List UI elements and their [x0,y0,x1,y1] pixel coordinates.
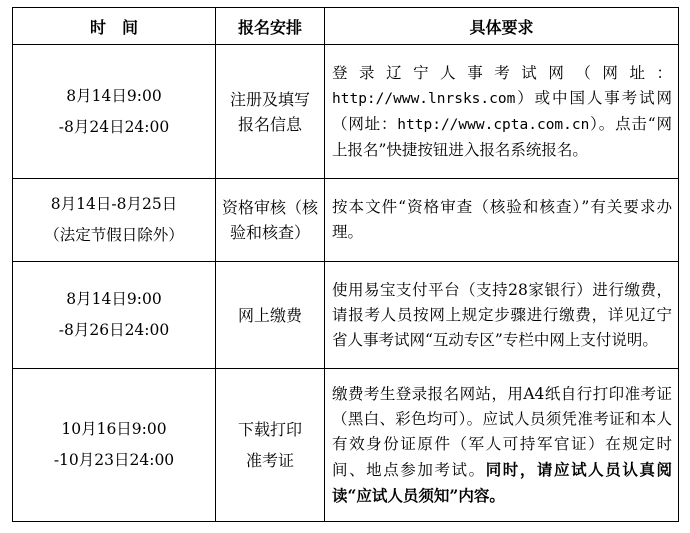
arrangement-text: 下载打印准考证 [237,420,302,470]
table-row [13,369,679,522]
arrangement-text: 注册及填写报名信息 [229,89,310,134]
website-url-cpta: http://www.cpta.com.cn [397,116,590,133]
arrangement-cell [216,262,325,369]
requirement-cell [325,369,679,522]
header-time: 时 间 [13,8,216,45]
time-start: 8月14日9:00 [66,290,162,308]
requirement-text: 登录辽宁人事考试网（网址： [332,63,672,82]
table-row [13,262,679,369]
header-arrangement: 报名安排 [216,8,325,45]
time-note: （法定节假日除外） [44,226,184,244]
table-row [13,45,679,179]
header-requirement: 具体要求 [325,8,679,45]
time-end: -8月26日24:00 [58,321,170,339]
requirement-text: 按本文件“资格审查（核验和核查）”有关要求办理。 [332,198,672,241]
requirement-bold-notice: 同时，请应试人员认真阅读“应试人员须知”内容。 [332,459,672,505]
arrangement-cell [216,45,325,179]
requirement-text: ）或中国人事考试网（网址： [332,88,672,133]
time-end: -8月24日24:00 [58,117,170,136]
registration-schedule-table [12,7,679,522]
table-row [13,179,679,262]
time-start: 8月14日-8月25日 [50,195,178,213]
time-cell [13,45,216,179]
requirement-cell [325,262,679,369]
time-cell [13,262,216,369]
arrangement-cell [216,369,325,522]
requirement-cell [325,179,679,262]
time-end: -10月23日24:00 [53,451,175,469]
arrangement-cell [216,179,325,262]
table-header-row [13,8,679,45]
time-cell [13,369,216,522]
requirement-text: 使用易宝支付平台（支持28家银行）进行缴费，请报考人员按网上规定步骤进行缴费，详见辽宁省人事考试网“互动专区”专栏中网上支付说明。 [332,280,672,349]
requirement-cell [325,45,679,179]
arrangement-text: 资格审核（核验和核查） [222,198,319,242]
requirement-text: ）。点击“网上报名”快捷按钮进入报名系统报名。 [332,114,672,159]
website-url-lnrsks: http://www.lnrsks.com [332,90,516,107]
arrangement-text: 网上缴费 [237,305,302,325]
time-start: 8月14日9:00 [66,86,162,105]
time-start: 10月16日9:00 [61,420,167,438]
requirement-text: 缴费考生登录报名网站，用A4纸自行打印准考证（黑白、彩色均可）。应试人员须凭准考证和本人有效身份证原件（军人可持军官证）在规定时间、地点参加考试。 [332,384,672,479]
time-cell [13,179,216,262]
